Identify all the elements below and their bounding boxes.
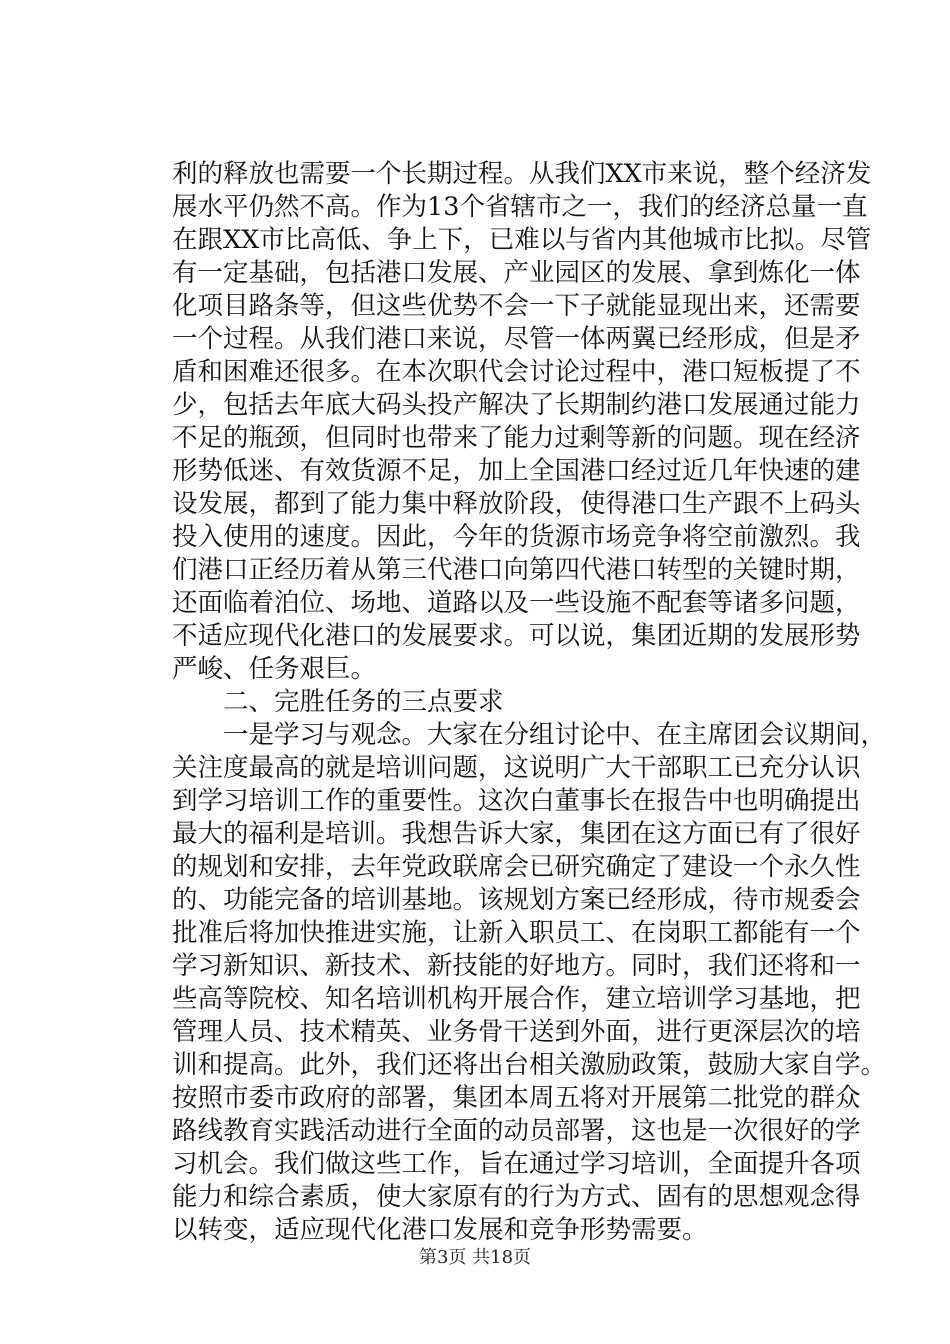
text-line: 有一定基础，包括港口发展、产业园区的发展、拿到炼化一体 (172, 258, 861, 288)
text-line: 最大的福利是培训。我想告诉大家，集团在这方面已有了很好 (172, 819, 861, 849)
text-line: 路线教育实践活动进行全面的动员部署，这也是一次很好的学 (172, 1116, 861, 1146)
text-line: 还面临着泊位、场地、道路以及一些设施不配套等诸多问题， (172, 588, 861, 618)
body-text (172, 158, 887, 1247)
text-line: 到学习培训工作的重要性。这次白董事长在报告中也明确提出 (172, 786, 861, 816)
text-line: 的规划和安排，去年党政联席会已研究确定了建设一个永久性 (172, 852, 861, 882)
text-line: 训和提高。此外，我们还将出台相关激励政策，鼓励大家自学。 (172, 1050, 887, 1080)
text-line: 管理人员、技术精英、业务骨干送到外面，进行更深层次的培 (172, 1017, 861, 1047)
text-line: 投入使用的速度。因此，今年的货源市场竞争将空前激烈。我 (172, 522, 861, 552)
text-line: 展水平仍然不高。作为13个省辖市之一，我们的经济总量一直 (172, 192, 868, 222)
text-line: 形势低迷、有效货源不足，加上全国港口经过近几年快速的建 (172, 456, 861, 486)
text-line: 们港口正经历着从第三代港口向第四代港口转型的关键时期， (172, 555, 861, 585)
text-line: 些高等院校、知名培训机构开展合作，建立培训学习基地，把 (172, 984, 861, 1014)
paragraph-first-line: 一是学习与观念。大家在分组讨论中、在主席团会议期间， (223, 720, 887, 750)
text-line: 设发展，都到了能力集中释放阶段，使得港口生产跟不上码头 (172, 489, 861, 519)
text-line: 关注度最高的就是培训问题，这说明广大干部职工已充分认识 (172, 753, 861, 783)
paragraph-end-line: 以转变，适应现代化港口发展和竞争形势需要。 (172, 1215, 708, 1245)
text-line: 习机会。我们做这些工作，旨在通过学习培训，全面提升各项 (172, 1149, 861, 1179)
text-line: 按照市委市政府的部署，集团本周五将对开展第二批党的群众 (172, 1083, 861, 1113)
section-heading: 二、完胜任务的三点要求 (223, 687, 504, 717)
text-line: 利的释放也需要一个长期过程。从我们XX市来说，整个经济发 (172, 159, 872, 189)
text-line: 盾和困难还很多。在本次职代会讨论过程中，港口短板提了不 (172, 357, 861, 387)
text-line: 在跟XX市比高低、争上下，已难以与省内其他城市比拟。尽管 (172, 225, 872, 255)
text-line: 少，包括去年底大码头投产解决了长期制约港口发展通过能力 (172, 390, 861, 420)
page-number-footer: 第3页 共18页 (418, 1247, 532, 1268)
text-line: 不适应现代化港口的发展要求。可以说，集团近期的发展形势 (172, 621, 861, 651)
text-line: 批准后将加快推进实施，让新入职员工、在岗职工都能有一个 (172, 918, 861, 948)
text-line: 能力和综合素质，使大家原有的行为方式、固有的思想观念得 (172, 1182, 861, 1212)
text-line: 一个过程。从我们港口来说，尽管一体两翼已经形成，但是矛 (172, 324, 861, 354)
text-line: 学习新知识、新技术、新技能的好地方。同时，我们还将和一 (172, 951, 861, 981)
text-line: 不足的瓶颈，但同时也带来了能力过剩等新的问题。现在经济 (172, 423, 861, 453)
text-line: 化项目路条等，但这些优势不会一下子就能显现出来，还需要 (172, 291, 861, 321)
paragraph-end-line: 严峻、任务艰巨。 (172, 654, 377, 684)
text-line: 的、功能完备的培训基地。该规划方案已经形成，待市规委会 (172, 885, 861, 915)
